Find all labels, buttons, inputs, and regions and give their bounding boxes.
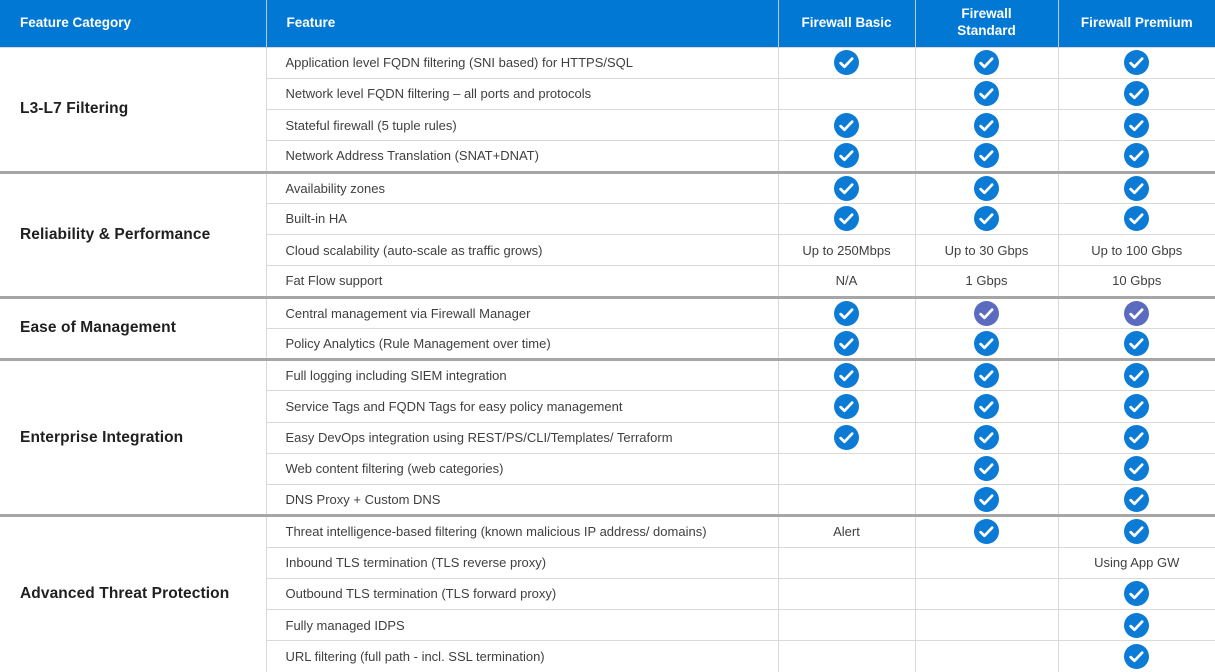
table-row — [0, 297, 1215, 328]
feature-label: Fully managed IDPS — [266, 610, 778, 641]
check-icon — [1124, 394, 1149, 419]
basic-value-text: N/A — [778, 266, 915, 297]
category-label: Enterprise Integration — [0, 360, 266, 516]
column-header-feature: Feature — [266, 0, 778, 47]
check-icon — [834, 394, 859, 419]
standard-cell — [915, 360, 1058, 391]
premium-cell — [1058, 641, 1215, 672]
standard-cell — [915, 47, 1058, 78]
check-icon — [834, 425, 859, 450]
standard-value-text: 1 Gbps — [915, 266, 1058, 297]
premium-cell — [1058, 422, 1215, 453]
column-header-firewall-basic: Firewall Basic — [778, 0, 915, 47]
standard-empty-cell — [915, 547, 1058, 578]
premium-cell — [1058, 360, 1215, 391]
premium-cell — [1058, 203, 1215, 234]
check-icon — [1124, 581, 1149, 606]
check-icon — [974, 394, 999, 419]
check-icon — [974, 363, 999, 388]
table-row — [0, 516, 1215, 547]
basic-cell — [778, 391, 915, 422]
basic-cell — [778, 141, 915, 172]
check-icon — [974, 519, 999, 544]
basic-cell — [778, 47, 915, 78]
check-icon — [1124, 206, 1149, 231]
premium-cell — [1058, 328, 1215, 359]
feature-label: Network level FQDN filtering – all ports and protocols — [266, 78, 778, 109]
basic-cell — [778, 297, 915, 328]
premium-cell — [1058, 453, 1215, 484]
check-icon-purple — [974, 301, 999, 326]
feature-label: DNS Proxy + Custom DNS — [266, 485, 778, 516]
basic-empty-cell — [778, 578, 915, 609]
standard-cell — [915, 453, 1058, 484]
check-icon — [1124, 644, 1149, 669]
category-group — [0, 47, 1215, 172]
premium-cell — [1058, 610, 1215, 641]
check-icon — [1124, 176, 1149, 201]
check-icon — [834, 143, 859, 168]
feature-label: Web content filtering (web categories) — [266, 453, 778, 484]
check-icon — [1124, 143, 1149, 168]
feature-label: Application level FQDN filtering (SNI based) for HTTPS/SQL — [266, 47, 778, 78]
premium-cell — [1058, 391, 1215, 422]
check-icon — [1124, 81, 1149, 106]
category-group — [0, 360, 1215, 516]
basic-empty-cell — [778, 641, 915, 672]
category-label: Advanced Threat Protection — [0, 516, 266, 672]
basic-cell — [778, 110, 915, 141]
column-header-firewall-premium: Firewall Premium — [1058, 0, 1215, 47]
premium-value-text: Up to 100 Gbps — [1058, 235, 1215, 266]
premium-value-text: Using App GW — [1058, 547, 1215, 578]
basic-cell — [778, 360, 915, 391]
check-icon — [974, 425, 999, 450]
basic-cell — [778, 422, 915, 453]
feature-label: URL filtering (full path - incl. SSL termination) — [266, 641, 778, 672]
feature-label: Inbound TLS termination (TLS reverse proxy) — [266, 547, 778, 578]
standard-cell — [915, 391, 1058, 422]
check-icon — [834, 50, 859, 75]
feature-label: Cloud scalability (auto-scale as traffic grows) — [266, 235, 778, 266]
standard-cell — [915, 485, 1058, 516]
category-label: L3-L7 Filtering — [0, 47, 266, 172]
feature-label: Stateful firewall (5 tuple rules) — [266, 110, 778, 141]
check-icon — [974, 331, 999, 356]
feature-label: Full logging including SIEM integration — [266, 360, 778, 391]
check-icon — [834, 331, 859, 356]
check-icon — [834, 363, 859, 388]
basic-cell — [778, 203, 915, 234]
basic-value-text: Alert — [778, 516, 915, 547]
check-icon — [1124, 50, 1149, 75]
column-header-firewall-standard: Firewall Standard — [915, 0, 1058, 47]
header-row — [0, 0, 1215, 47]
category-label: Reliability & Performance — [0, 172, 266, 297]
basic-empty-cell — [778, 485, 915, 516]
standard-cell — [915, 172, 1058, 203]
premium-cell — [1058, 485, 1215, 516]
check-icon — [1124, 613, 1149, 638]
check-icon — [974, 456, 999, 481]
feature-label: Built-in HA — [266, 203, 778, 234]
standard-cell — [915, 110, 1058, 141]
basic-empty-cell — [778, 453, 915, 484]
check-icon — [834, 113, 859, 138]
premium-cell — [1058, 578, 1215, 609]
basic-value-text: Up to 250Mbps — [778, 235, 915, 266]
feature-label: Network Address Translation (SNAT+DNAT) — [266, 141, 778, 172]
standard-cell — [915, 328, 1058, 359]
feature-label: Service Tags and FQDN Tags for easy policy management — [266, 391, 778, 422]
table-row — [0, 360, 1215, 391]
check-icon — [974, 176, 999, 201]
premium-cell — [1058, 78, 1215, 109]
standard-value-text: Up to 30 Gbps — [915, 235, 1058, 266]
check-icon — [834, 206, 859, 231]
category-group — [0, 516, 1215, 672]
feature-label: Policy Analytics (Rule Management over time) — [266, 328, 778, 359]
standard-cell — [915, 78, 1058, 109]
check-icon — [834, 176, 859, 201]
check-icon — [974, 113, 999, 138]
feature-label: Easy DevOps integration using REST/PS/CLI/Templates/ Terraform — [266, 422, 778, 453]
table-row — [0, 172, 1215, 203]
table-row — [0, 47, 1215, 78]
check-icon — [974, 50, 999, 75]
check-icon-purple — [1124, 301, 1149, 326]
check-icon — [1124, 456, 1149, 481]
check-icon — [1124, 519, 1149, 544]
check-icon — [974, 143, 999, 168]
column-header-feature-category: Feature Category — [0, 0, 266, 47]
premium-cell — [1058, 141, 1215, 172]
category-label: Ease of Management — [0, 297, 266, 360]
feature-label: Threat intelligence-based filtering (known malicious IP address/ domains) — [266, 516, 778, 547]
check-icon — [974, 487, 999, 512]
basic-cell — [778, 328, 915, 359]
check-icon — [1124, 487, 1149, 512]
standard-cell — [915, 203, 1058, 234]
standard-cell — [915, 422, 1058, 453]
check-icon — [1124, 331, 1149, 356]
check-icon — [1124, 363, 1149, 388]
check-icon — [974, 81, 999, 106]
premium-cell — [1058, 516, 1215, 547]
table-header — [0, 0, 1215, 47]
feature-label: Central management via Firewall Manager — [266, 297, 778, 328]
basic-empty-cell — [778, 547, 915, 578]
premium-cell — [1058, 110, 1215, 141]
standard-cell — [915, 141, 1058, 172]
basic-cell — [778, 172, 915, 203]
premium-cell — [1058, 172, 1215, 203]
standard-cell — [915, 297, 1058, 328]
feature-label: Availability zones — [266, 172, 778, 203]
premium-value-text: 10 Gbps — [1058, 266, 1215, 297]
feature-label: Fat Flow support — [266, 266, 778, 297]
standard-empty-cell — [915, 610, 1058, 641]
check-icon — [1124, 425, 1149, 450]
standard-cell — [915, 516, 1058, 547]
category-group — [0, 172, 1215, 297]
check-icon — [834, 301, 859, 326]
premium-cell — [1058, 297, 1215, 328]
category-group — [0, 297, 1215, 360]
basic-empty-cell — [778, 610, 915, 641]
check-icon — [974, 206, 999, 231]
premium-cell — [1058, 47, 1215, 78]
check-icon — [1124, 113, 1149, 138]
standard-empty-cell — [915, 578, 1058, 609]
basic-empty-cell — [778, 78, 915, 109]
feature-label: Outbound TLS termination (TLS forward proxy) — [266, 578, 778, 609]
standard-empty-cell — [915, 641, 1058, 672]
